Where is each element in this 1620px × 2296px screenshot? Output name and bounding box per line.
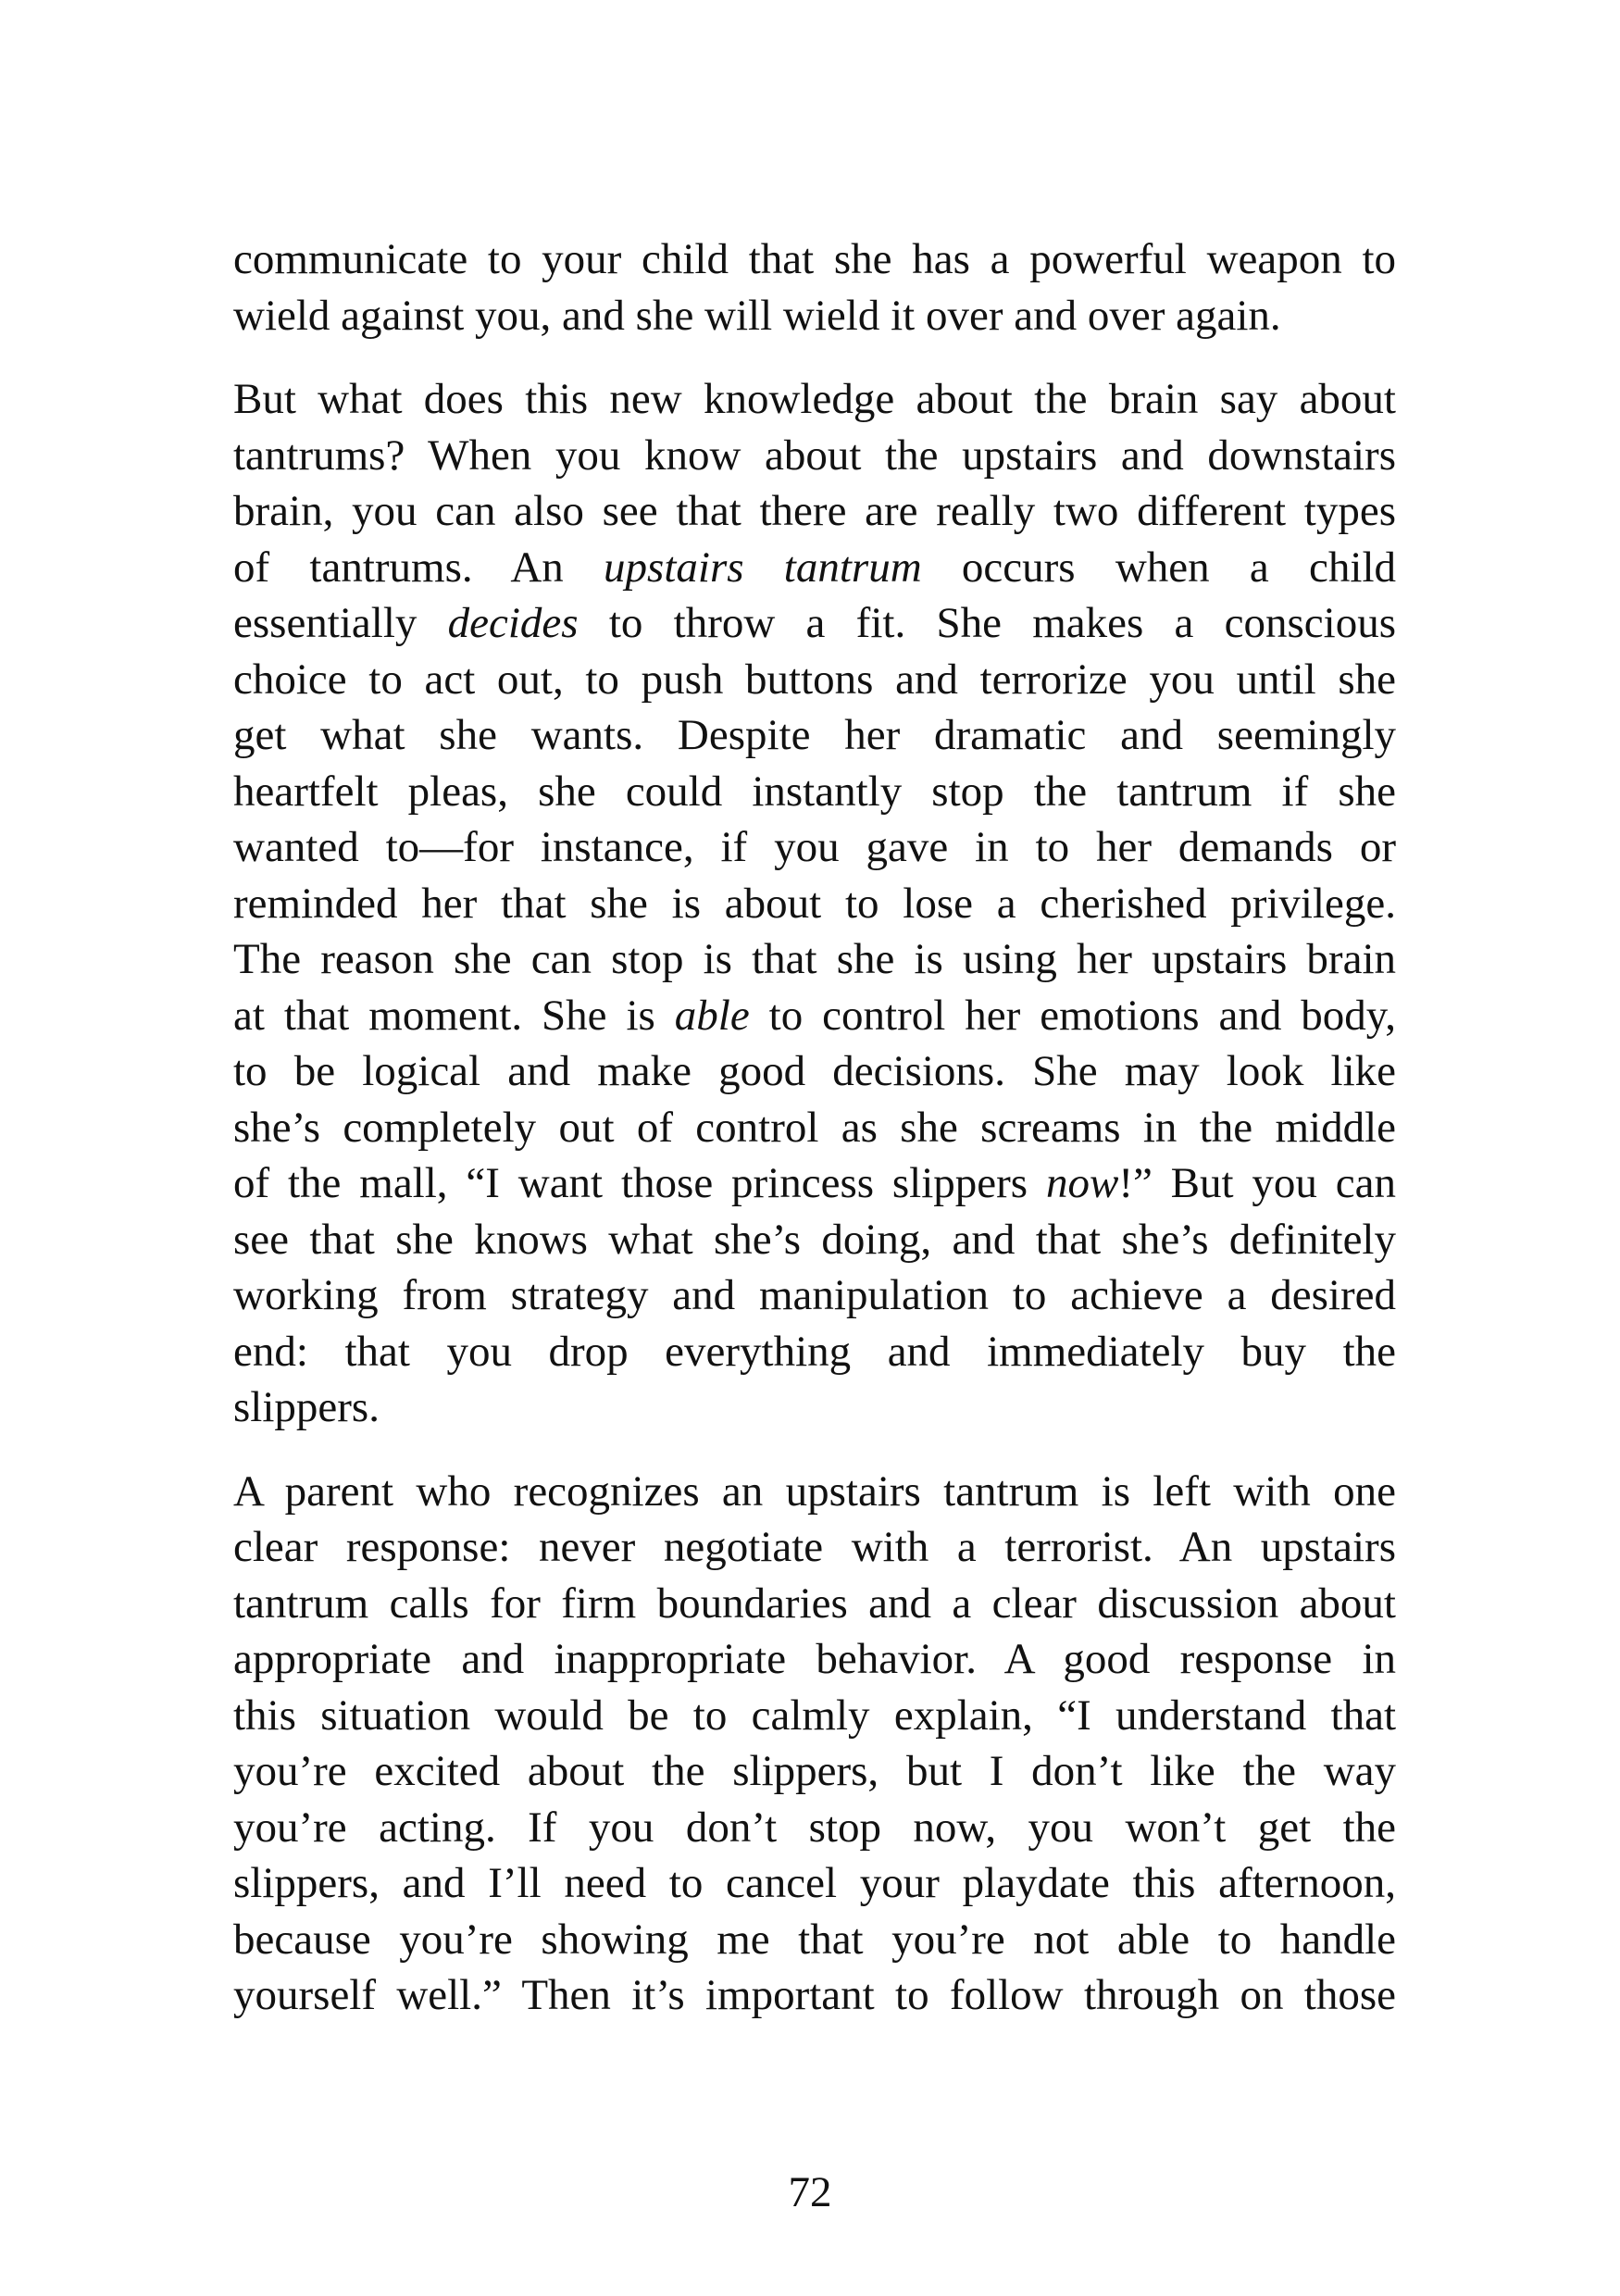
text-run: get what she wants. Despite her dramatic and seemingly [233,711,1396,759]
text-run: at that moment. She is [233,991,675,1040]
text-run: working from strategy and manipulation to achieve a desired [233,1271,1396,1319]
text-run: reminded her that she is about to lose a cherished privilege. [233,879,1396,928]
text-line [233,1212,1396,1268]
text-line [233,371,1396,428]
text-run: But what does this new knowledge about the brain say about [233,375,1396,423]
text-run: slippers, and I’ll need to cancel your playdate this afternoon, [233,1859,1396,1907]
text-line [233,1519,1396,1576]
paragraph-gap [233,343,1396,371]
text-line [233,1743,1396,1800]
text-run: A parent who recognizes an upstairs tantrum is left with one [233,1466,1396,1516]
text-run: The reason she can stop is that she is using her upstairs brain [233,935,1396,983]
text-run: you’re acting. If you don’t stop now, you won’t get the [233,1803,1396,1852]
text-line [233,1855,1396,1912]
text-run: tantrums? When you know about the upstairs and downstairs [233,430,1396,480]
text-line [233,1267,1396,1324]
text-line [233,428,1396,484]
text-line [233,1043,1396,1100]
text-line [233,288,1396,344]
text-line [233,1464,1396,1520]
text-line [233,876,1396,932]
body-text [233,231,1396,2024]
text-run: occurs when a child [921,543,1396,592]
italic-text: decides [447,599,579,647]
text-run: appropriate and inappropriate behavior. A good response in [233,1635,1396,1683]
text-line [233,1967,1396,2024]
text-run: wield against you, and she will wield it over and over again. [233,291,1281,340]
text-line [233,231,1396,288]
text-line [233,540,1396,596]
paragraph [233,1464,1396,2024]
text-line [233,1912,1396,1968]
text-line [233,1379,1396,1436]
text-run: see that she knows what she’s doing, and that she’s definitely [233,1215,1396,1264]
text-run: of tantrums. An [233,543,604,592]
text-line [233,483,1396,540]
text-run: to control her emotions and body, [749,991,1396,1040]
text-run: to be logical and make good decisions. She may look like [233,1047,1396,1095]
text-line [233,764,1396,820]
text-run: choice to act out, to push buttons and terrorize you until she [233,655,1396,704]
text-run: wanted to—for instance, if you gave in to her demands or [233,823,1396,871]
text-line [233,1631,1396,1688]
text-run: brain, you can also see that there are really two different types [233,487,1396,535]
text-line [233,595,1396,652]
text-line [233,652,1396,708]
paragraph [233,231,1396,343]
italic-text: able [674,991,750,1040]
text-run: you’re excited about the slippers, but I don’t like the way [233,1747,1396,1795]
text-run: of the mall, “I want those princess slippers [233,1159,1046,1207]
text-run: tantrum calls for firm boundaries and a clear discussion about [233,1578,1396,1628]
text-run: clear response: never negotiate with a terrorist. An upstairs [233,1523,1396,1571]
text-line [233,1100,1396,1156]
italic-text: now [1045,1159,1119,1207]
text-line [233,1576,1396,1632]
text-line [233,1800,1396,1856]
text-run: essentially [233,599,448,647]
text-run: slippers. [233,1383,380,1431]
text-run: heartfelt pleas, she could instantly stop the tantrum if she [233,767,1396,816]
text-line [233,931,1396,988]
text-line [233,819,1396,876]
text-run: this situation would be to calmly explain, “I understand that [233,1691,1396,1740]
text-line [233,1688,1396,1744]
text-run: end: that you drop everything and immediately buy the [233,1327,1396,1376]
text-line [233,988,1396,1044]
text-run: she’s completely out of control as she screams in the middle [233,1103,1396,1152]
text-run: because you’re showing me that you’re not able to handle [233,1915,1396,1964]
text-run: !” But you can [1118,1159,1396,1207]
italic-text: upstairs tantrum [604,543,922,592]
text-run: communicate to your child that she has a powerful weapon to [233,235,1396,283]
text-run: to throw a fit. She makes a conscious [578,599,1396,647]
paragraph [233,371,1396,1436]
text-line [233,1155,1396,1212]
paragraph-gap [233,1436,1396,1464]
page-number: 72 [788,2168,832,2216]
text-line [233,1324,1396,1380]
text-run: yourself well.” Then it’s important to follow through on those [233,1971,1396,2019]
text-line [233,707,1396,764]
